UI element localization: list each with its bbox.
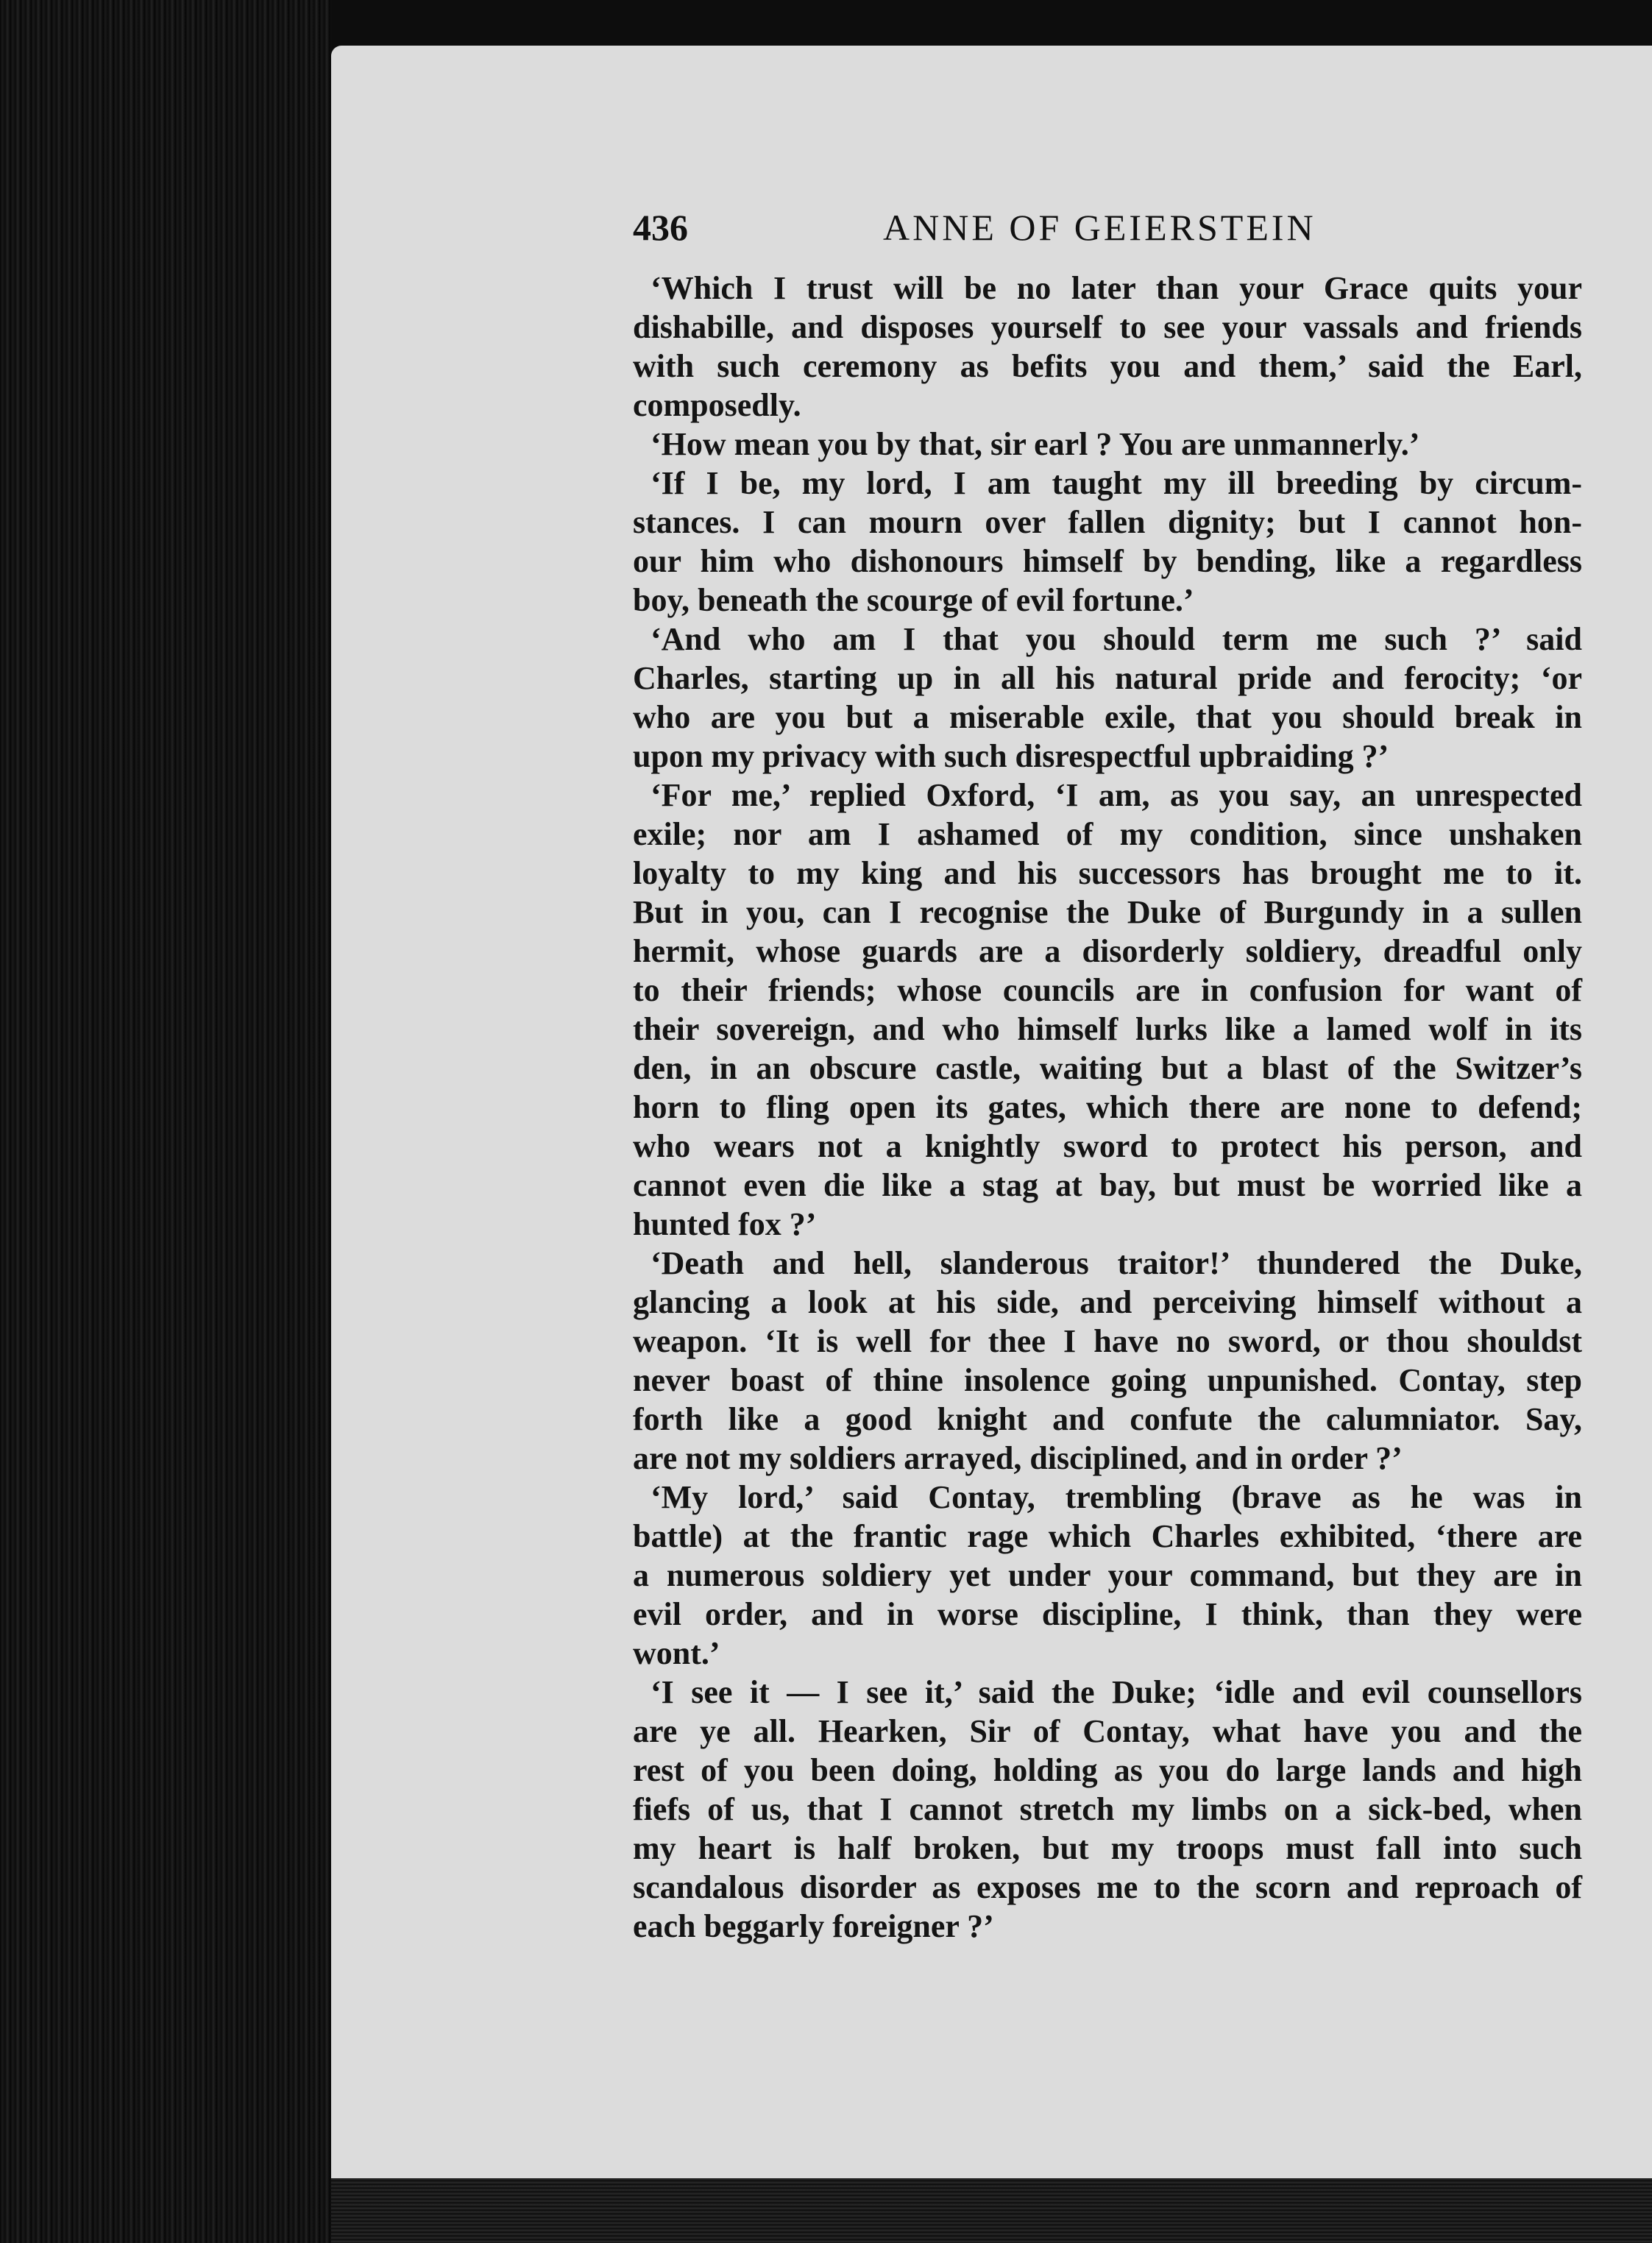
text-line: ‘I see it — I see it,’ said the Duke; ‘idle and evil counsellors: [650, 1674, 1582, 1710]
text-line: loyalty to my king and his successors has brought me to it.: [633, 855, 1582, 891]
text-line: scandalous disorder as exposes me to the scorn and reproach of: [633, 1869, 1582, 1905]
running-title: ANNE OF GEIERSTEIN: [883, 207, 1316, 248]
text-line: with such ceremony as befits you and them,’ said the Earl,: [633, 348, 1582, 384]
text-line: who are you but a miserable exile, that you should break in: [633, 699, 1582, 735]
text-line: hermit, whose guards are a disorderly soldiery, dreadful only: [633, 933, 1582, 969]
text-line: ‘If I be, my lord, I am taught my ill breeding by circum-: [650, 465, 1582, 501]
text-line: battle) at the frantic rage which Charles exhibited, ‘there are: [633, 1518, 1582, 1554]
text-line: are not my soldiers arrayed, disciplined, and in order ?’: [633, 1440, 1403, 1476]
text-line: to their friends; whose councils are in confusion for want of: [633, 972, 1582, 1008]
text-line: Charles, starting up in all his natural pride and ferocity; ‘or: [633, 660, 1582, 696]
text-line: But in you, can I recognise the Duke of Burgundy in a sullen: [633, 894, 1582, 930]
text-line: upon my privacy with such disrespectful upbraiding ?’: [633, 738, 1389, 774]
text-line: ‘How mean you by that, sir earl ? You are unmannerly.’: [650, 426, 1420, 462]
body-text: [633, 269, 1582, 1946]
text-line: our him who dishonours himself by bending, like a regardless: [633, 543, 1582, 579]
text-line: each beggarly foreigner ?’: [633, 1908, 994, 1944]
text-line: glancing a look at his side, and perceiving himself without a: [633, 1284, 1582, 1320]
text-line: den, in an obscure castle, waiting but a blast of the Switzer’s: [633, 1050, 1582, 1086]
text-line: hunted fox ?’: [633, 1206, 817, 1242]
text-line: ‘Death and hell, slanderous traitor!’ thundered the Duke,: [650, 1245, 1582, 1281]
text-line: forth like a good knight and confute the calumniator. Say,: [633, 1401, 1582, 1437]
page-header: [633, 199, 1582, 258]
text-line: dishabille, and disposes yourself to see your vassals and friends: [633, 309, 1582, 345]
text-line: wont.’: [633, 1635, 720, 1671]
text-line: ‘For me,’ replied Oxford, ‘I am, as you say, an unrespected: [650, 777, 1582, 813]
text-line: are ye all. Hearken, Sir of Contay, what have you and the: [633, 1713, 1582, 1749]
text-line: composedly.: [633, 387, 801, 423]
text-line: stances. I can mourn over fallen dignity; but I cannot hon-: [633, 504, 1582, 540]
page-bottom-edge: [331, 2178, 1652, 2243]
text-line: boy, beneath the scourge of evil fortune.’: [633, 582, 1194, 618]
text-line: weapon. ‘It is well for thee I have no sword, or thou shouldst: [633, 1323, 1582, 1359]
book-spine-edge: [0, 0, 331, 2243]
text-line: horn to fling open its gates, which there are none to defend;: [633, 1089, 1582, 1125]
text-line: cannot even die like a stag at bay, but must be worried like a: [633, 1167, 1582, 1203]
text-line: fiefs of us, that I cannot stretch my limbs on a sick-bed, when: [633, 1791, 1582, 1827]
text-line: ‘And who am I that you should term me such ?’ said: [650, 621, 1582, 657]
text-line: exile; nor am I ashamed of my condition, since unshaken: [633, 816, 1582, 852]
text-line: ‘My lord,’ said Contay, trembling (brave as he was in: [650, 1479, 1582, 1515]
text-line: rest of you been doing, holding as you do large lands and high: [633, 1752, 1582, 1788]
text-line: ‘Which I trust will be no later than your Grace quits your: [650, 270, 1582, 306]
text-line: who wears not a knightly sword to protect his person, and: [633, 1128, 1582, 1164]
text-line: evil order, and in worse discipline, I think, than they were: [633, 1596, 1582, 1632]
text-line: never boast of thine insolence going unpunished. Contay, step: [633, 1362, 1582, 1398]
text-line: my heart is half broken, but my troops must fall into such: [633, 1830, 1582, 1866]
page-number: 436: [633, 207, 688, 248]
text-line: a numerous soldiery yet under your command, but they are in: [633, 1557, 1582, 1593]
text-line: their sovereign, and who himself lurks like a lamed wolf in its: [633, 1011, 1582, 1047]
